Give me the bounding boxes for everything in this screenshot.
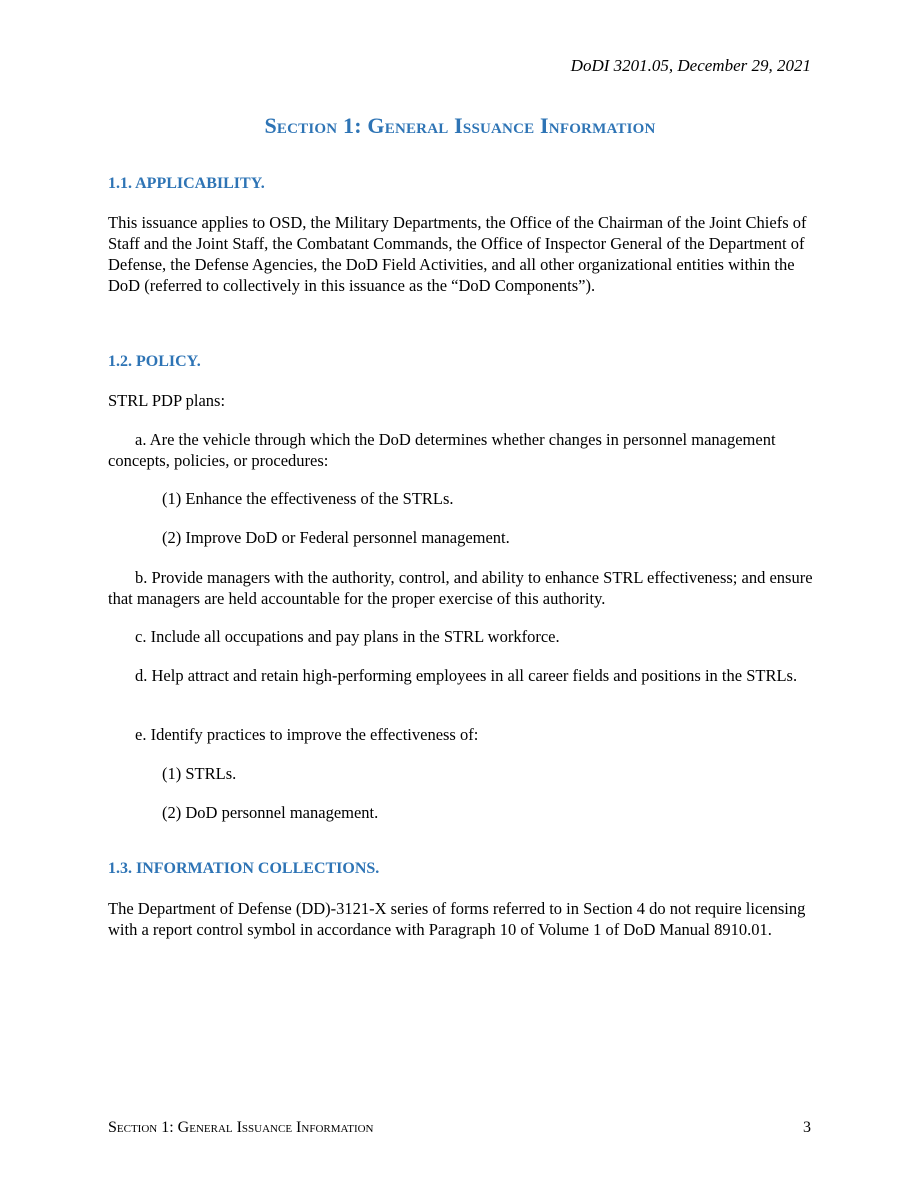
policy-item-a: a. Are the vehicle through which the DoD determines whether changes in personnel management concepts, policies, or procedures:	[108, 430, 776, 470]
policy-item-a2: (2) Improve DoD or Federal personnel management.	[162, 528, 510, 547]
policy-item-a1: (1) Enhance the effectiveness of the STRLs.	[162, 489, 454, 508]
heading-applicability: 1.1. APPLICABILITY.	[108, 175, 265, 192]
policy-item-b: b. Provide managers with the authority, control, and ability to enhance STRL effectiveness; and ensure that managers are held accountable for the proper exercise of this authority.	[108, 568, 813, 608]
document-reference: DoDI 3201.05, December 29, 2021	[570, 56, 811, 75]
policy-intro: STRL PDP plans:	[108, 391, 226, 410]
section-title: Section 1: General Issuance Information	[264, 113, 656, 138]
policy-item-e2: (2) DoD personnel management.	[162, 803, 379, 822]
heading-policy: 1.2. POLICY.	[108, 353, 201, 370]
applicability-text: This issuance applies to OSD, the Military Departments, the Office of the Chairman of the Joint Chiefs of Staff and the Joint Staff, the Combatant Commands, the Office of Inspector General of the Department of Defense, the Defense Agencies, the DoD Field Activities, and all other organizational entities within the DoD (referred to collectively in this issuance as the “DoD Components”).	[108, 213, 807, 295]
footer-section-label: Section 1: General Issuance Information	[108, 1119, 374, 1136]
heading-information-collections: 1.3. INFORMATION COLLECTIONS.	[108, 860, 380, 877]
policy-item-e: e. Identify practices to improve the effectiveness of:	[135, 725, 479, 744]
policy-item-e1: (1) STRLs.	[162, 764, 237, 783]
policy-item-d: d. Help attract and retain high-performing employees in all career fields and positions in the STRLs.	[135, 666, 798, 685]
information-collections-text: The Department of Defense (DD)-3121-X series of forms referred to in Section 4 do not require licensing with a report control symbol in accordance with Paragraph 10 of Volume 1 of DoD Manual 8910.01.	[108, 899, 806, 939]
policy-item-c: c. Include all occupations and pay plans in the STRL workforce.	[135, 627, 560, 646]
page-number: 3	[803, 1119, 811, 1136]
